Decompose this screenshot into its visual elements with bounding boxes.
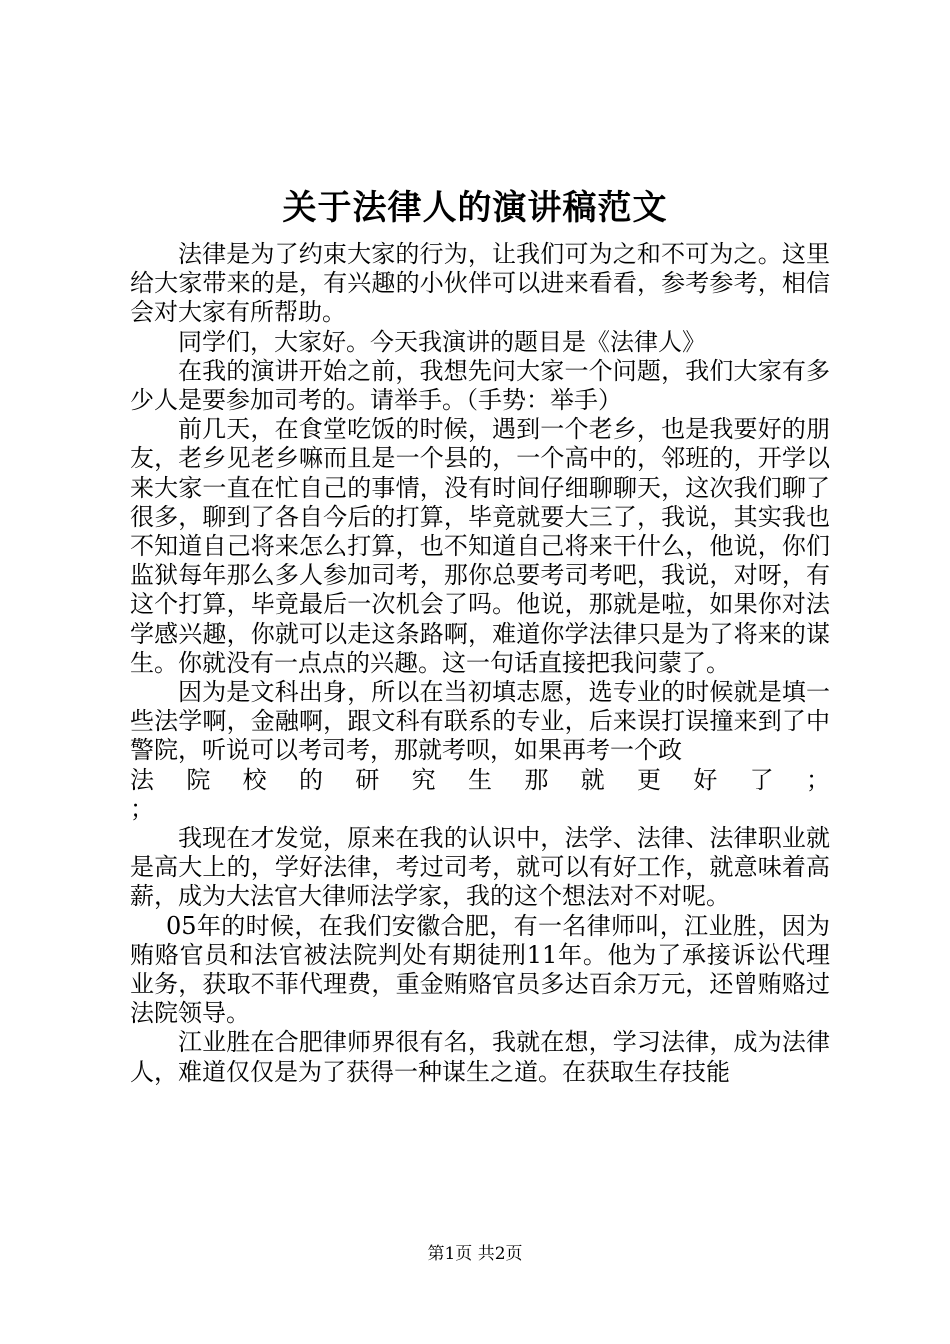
document-title: 关于法律人的演讲稿范文 [282,188,668,228]
document-body [130,240,830,1087]
paragraph-greeting: 同学们，大家好。今天我演讲的题目是《法律人》 [178,327,706,356]
paragraph-background: 因为是文科出身，所以在当初填志愿，选专业的时候就是填一些法学啊，金融啊，跟文科有联系的专业，后来误打误撞来到了中警院，听说可以考司考，那就考呗，如果再考一个政 [130,678,830,765]
paragraph-background-end: 法院校的研究生那就更好了； [130,765,830,794]
paragraph-realization: 我现在才发觉，原来在我的认识中，法学、法律、法律职业就是高大上的，学好法律，考过司考，就可以有好工作，就意味着高薪，成为大法官大律师法学家，我的这个想法对不对呢。 [130,824,830,911]
paragraph-reflection: 江业胜在合肥律师界很有名，我就在想，学习法律，成为法律人，难道仅仅是为了获得一种谋生之道。在获取生存技能 [130,1028,830,1086]
paragraph-case: 05年的时候，在我们安徽合肥，有一名律师叫，江业胜，因为贿赂官员和法官被法院判处有期徒刑11年。他为了承接诉讼代理业务，获取不菲代理费，重金贿赂官员多达百余万元，还曾贿赂过法院领导。 [130,911,830,1028]
page-footer: 第1页 共2页 [427,1244,523,1264]
paragraph-question: 在我的演讲开始之前，我想先问大家一个问题，我们大家有多少人是要参加司考的。请举手。（手势：举手） [130,356,830,415]
paragraph-story: 前几天，在食堂吃饭的时候，遇到一个老乡，也是我要好的朋友，老乡见老乡嘛而且是一个县的，一个高中的，邻班的，开学以来大家一直在忙自己的事情，没有时间仔细聊聊天，这次我们聊了很多，聊到了各自今后的打算，毕竟就要大三了，我说，其实我也不知道自己将来怎么打算，也不知道自己将来干什么，他说，你们监狱每年那么多人参加司考，那你总要考司考吧，我说，对呀，有这个打算，毕竟最后一次机会了吗。他说，那就是啦，如果你对法学感兴趣，你就可以走这条路啊，难道你学法律只是为了将来的谋生。你就没有一点点的兴趣。这一句话直接把我问蒙了。 [130,415,830,677]
paragraph-intro: 法律是为了约束大家的行为，让我们可为之和不可为之。这里给大家带来的是，有兴趣的小伙伴可以进来看看，参考参考，相信会对大家有所帮助。 [130,240,830,327]
paragraph-semicolon: ； [130,794,154,823]
